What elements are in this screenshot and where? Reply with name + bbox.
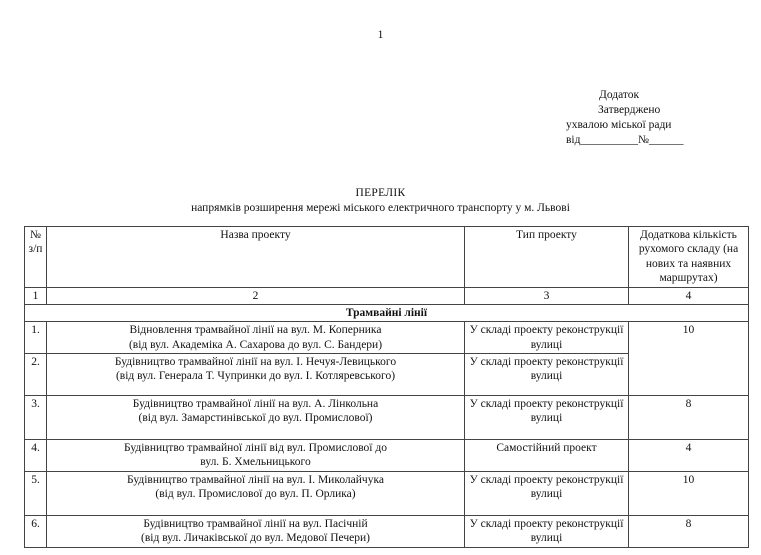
row-project-name (47, 396, 465, 440)
row-project-type: У складі проекту реконструкції вулиці (465, 515, 629, 547)
project-name-line: (від вул. Генерала Т. Чупринки до вул. І. Котляревського) (115, 370, 396, 383)
header-number: № з/п (25, 227, 47, 288)
project-name-line: (від вул. Замарстинівської до вул. Промислової) (138, 412, 373, 425)
project-name-line: (від вул. Академіка А. Сахарова до вул. С. Бандери) (128, 338, 383, 351)
row-additional-stock: 10 (629, 322, 749, 396)
table-row (25, 471, 749, 515)
row-project-type: У складі проекту реконструкції вулиці (465, 396, 629, 440)
row-number: 1. (25, 322, 47, 354)
row-project-type: У складі проекту реконструкції вулиці (465, 471, 629, 515)
project-name-line: Будівництво трамвайної лінії від вул. Промислової до (124, 442, 387, 454)
row-project-name (47, 515, 465, 547)
project-name-line: (від вул. Промислової до вул. П. Орлика) (155, 488, 356, 501)
row-additional-stock: 8 (629, 396, 749, 440)
project-name-line: Будівництво трамвайної лінії на вул. І. Нечуя-Левицького (114, 356, 397, 368)
approval-line-decision: ухвалою міської ради (566, 119, 672, 131)
project-name-line: вул. Б. Хмельницького (200, 456, 311, 469)
document-subtitle: напрямків розширення мережі міського електричного транспорту у м. Львові (191, 202, 570, 214)
row-project-name (47, 471, 465, 515)
approval-line-approved: Затверджено (598, 104, 661, 116)
row-additional-stock: 8 (629, 515, 749, 547)
row-additional-stock: 4 (629, 440, 749, 472)
row-project-type: Самостійний проект (465, 440, 629, 472)
row-project-name (47, 322, 465, 354)
page-number: 1 (377, 29, 384, 41)
column-number: 1 (25, 287, 47, 304)
row-number: 2. (25, 354, 47, 396)
project-name-line: (від вул. Личаківської до вул. Медової Печери) (141, 532, 370, 545)
row-project-name (47, 440, 465, 472)
approval-line-date-number: від__________№______ (566, 134, 684, 146)
row-number: 5. (25, 471, 47, 515)
header-project-type: Тип проекту (465, 227, 629, 288)
table-row (25, 440, 749, 472)
routes-table (24, 226, 749, 548)
project-name-line: Відновлення трамвайної лінії на вул. М. Коперника (129, 324, 382, 337)
column-number: 4 (629, 287, 749, 304)
row-project-type: У складі проекту реконструкції вулиці (465, 322, 629, 354)
row-project-type: У складі проекту реконструкції вулиці (465, 354, 629, 396)
project-name-line: Будівництво трамвайної лінії на вул. І. Миколайчука (127, 473, 384, 486)
section-row (25, 304, 749, 321)
row-number: 6. (25, 515, 47, 547)
column-number: 2 (47, 287, 465, 304)
table-row (25, 515, 749, 547)
section-title: Трамвайні лінії (25, 304, 749, 321)
project-name-line: Будівництво трамвайної лінії на вул. Пасічній (143, 517, 368, 530)
approval-block (566, 88, 746, 148)
column-number-row (25, 287, 749, 304)
approval-line-appendix: Додаток (599, 89, 640, 101)
header-project-name: Назва проекту (47, 227, 465, 288)
row-number: 3. (25, 396, 47, 440)
header-additional-rolling-stock: Додаткова кількість рухомого складу (на нових та наявних маршрутах) (629, 227, 749, 288)
row-additional-stock: 10 (629, 471, 749, 515)
project-name-line: Будівництво трамвайної лінії на вул. А. Лінкольна (132, 398, 379, 410)
document-title: ПЕРЕЛІК (355, 187, 406, 199)
table-header-row (25, 227, 749, 288)
column-number: 3 (465, 287, 629, 304)
table-row (25, 396, 749, 440)
table-row (25, 322, 749, 354)
row-number: 4. (25, 440, 47, 472)
row-project-name (47, 354, 465, 396)
